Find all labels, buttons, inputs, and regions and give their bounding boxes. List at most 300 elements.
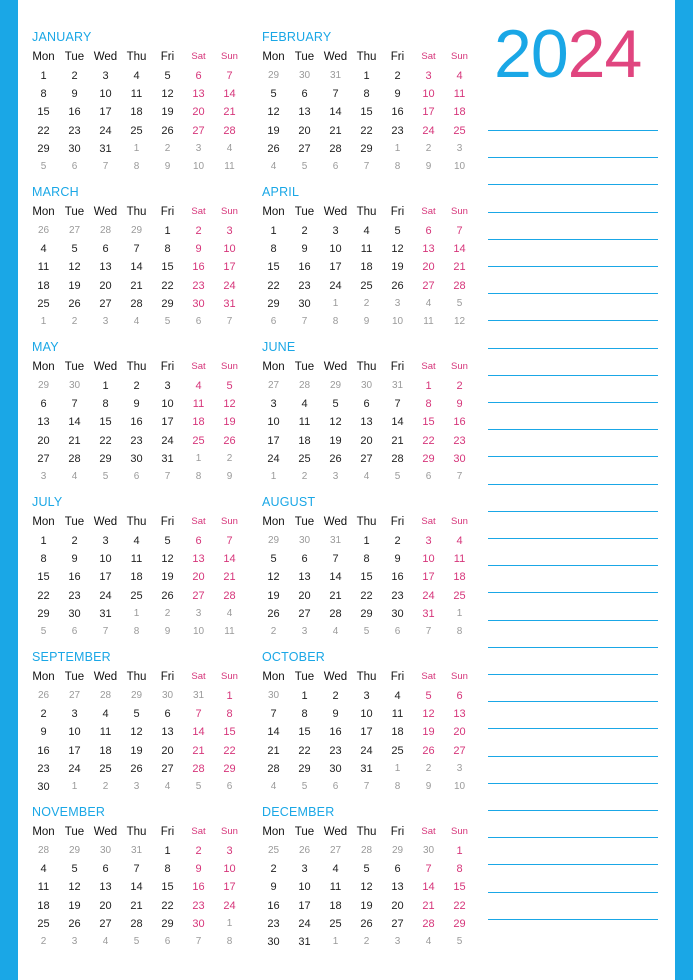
day-cell[interactable]: 12: [391, 243, 404, 256]
day-cell[interactable]: 27: [161, 762, 174, 775]
day-cell[interactable]: 28: [130, 297, 143, 310]
day-cell[interactable]: 9: [133, 398, 140, 411]
day-cell[interactable]: 10: [453, 161, 466, 172]
day-cell[interactable]: 15: [99, 416, 112, 429]
day-cell[interactable]: 7: [195, 708, 202, 721]
day-cell[interactable]: 7: [195, 936, 202, 947]
day-cell[interactable]: 8: [394, 781, 401, 792]
day-cell[interactable]: 28: [37, 845, 50, 856]
day-cell[interactable]: 29: [360, 142, 373, 155]
day-cell[interactable]: 20: [360, 434, 373, 447]
day-cell[interactable]: 1: [270, 471, 277, 482]
day-cell[interactable]: 23: [192, 279, 205, 292]
day-cell[interactable]: 8: [40, 88, 47, 101]
day-cell[interactable]: 3: [102, 535, 109, 547]
day-cell[interactable]: 9: [301, 243, 308, 256]
day-cell[interactable]: 27: [192, 589, 205, 602]
day-cell[interactable]: 27: [267, 380, 280, 391]
day-cell[interactable]: 3: [363, 690, 370, 702]
day-cell[interactable]: 12: [329, 416, 342, 429]
day-cell[interactable]: 1: [363, 535, 370, 547]
day-cell[interactable]: 7: [363, 161, 370, 172]
day-cell[interactable]: 6: [71, 161, 78, 172]
day-cell[interactable]: 12: [130, 726, 143, 739]
day-cell[interactable]: 3: [71, 936, 78, 947]
day-cell[interactable]: 4: [226, 142, 233, 154]
day-cell[interactable]: 1: [456, 845, 463, 857]
day-cell[interactable]: 22: [298, 744, 311, 757]
day-cell[interactable]: 10: [192, 626, 205, 637]
day-cell[interactable]: 1: [301, 690, 308, 702]
day-cell[interactable]: 28: [360, 845, 373, 856]
day-cell[interactable]: 9: [394, 88, 401, 101]
day-cell[interactable]: 9: [164, 161, 171, 172]
note-line[interactable]: [488, 484, 658, 485]
day-cell[interactable]: 26: [391, 279, 404, 292]
day-cell[interactable]: 7: [102, 161, 109, 172]
day-cell[interactable]: 19: [422, 726, 435, 739]
day-cell[interactable]: 13: [360, 416, 373, 429]
day-cell[interactable]: 1: [195, 452, 202, 464]
day-cell[interactable]: 3: [332, 225, 339, 237]
day-cell[interactable]: 2: [456, 380, 463, 392]
day-cell[interactable]: 18: [37, 899, 50, 912]
day-cell[interactable]: 1: [71, 781, 78, 792]
day-cell[interactable]: 31: [223, 297, 236, 310]
day-cell[interactable]: 15: [161, 881, 174, 894]
day-cell[interactable]: 19: [223, 416, 236, 429]
day-cell[interactable]: 3: [456, 142, 463, 154]
day-cell[interactable]: 7: [301, 316, 308, 327]
day-cell[interactable]: 4: [394, 690, 401, 702]
day-cell[interactable]: 4: [425, 936, 432, 947]
day-cell[interactable]: 20: [298, 124, 311, 137]
day-cell[interactable]: 12: [68, 881, 81, 894]
day-cell[interactable]: 28: [298, 380, 311, 391]
day-cell[interactable]: 14: [223, 88, 236, 101]
day-cell[interactable]: 1: [332, 936, 339, 947]
day-cell[interactable]: 23: [329, 744, 342, 757]
day-cell[interactable]: 12: [267, 106, 280, 119]
day-cell[interactable]: 21: [453, 261, 466, 274]
day-cell[interactable]: 20: [37, 434, 50, 447]
day-cell[interactable]: 17: [223, 881, 236, 894]
day-cell[interactable]: 3: [394, 297, 401, 309]
day-cell[interactable]: 13: [161, 726, 174, 739]
day-cell[interactable]: 18: [298, 434, 311, 447]
day-cell[interactable]: 5: [301, 161, 308, 172]
day-cell[interactable]: 2: [270, 626, 277, 637]
day-cell[interactable]: 5: [164, 70, 171, 82]
day-cell[interactable]: 29: [37, 607, 50, 620]
day-cell[interactable]: 17: [329, 261, 342, 274]
day-cell[interactable]: 31: [391, 380, 404, 391]
day-cell[interactable]: 29: [130, 690, 143, 701]
day-cell[interactable]: 8: [332, 316, 339, 327]
day-cell[interactable]: 14: [130, 881, 143, 894]
day-cell[interactable]: 1: [40, 535, 47, 547]
day-cell[interactable]: 9: [456, 398, 463, 411]
note-line[interactable]: [488, 810, 658, 811]
day-cell[interactable]: 27: [68, 690, 81, 701]
day-cell[interactable]: 19: [329, 434, 342, 447]
day-cell[interactable]: 19: [267, 589, 280, 602]
day-cell[interactable]: 12: [68, 261, 81, 274]
day-cell[interactable]: 6: [425, 471, 432, 482]
day-cell[interactable]: 14: [329, 106, 342, 119]
day-cell[interactable]: 30: [360, 380, 373, 391]
day-cell[interactable]: 1: [226, 917, 233, 929]
day-cell[interactable]: 29: [453, 917, 466, 930]
day-cell[interactable]: 14: [68, 416, 81, 429]
day-cell[interactable]: 9: [226, 471, 233, 482]
day-cell[interactable]: 2: [195, 845, 202, 857]
day-cell[interactable]: 12: [360, 881, 373, 894]
day-cell[interactable]: 8: [456, 863, 463, 876]
note-line[interactable]: [488, 837, 658, 838]
day-cell[interactable]: 5: [456, 297, 463, 309]
day-cell[interactable]: 30: [453, 452, 466, 465]
day-cell[interactable]: 14: [329, 571, 342, 584]
day-cell[interactable]: 23: [391, 124, 404, 137]
day-cell[interactable]: 3: [425, 70, 432, 82]
day-cell[interactable]: 28: [130, 917, 143, 930]
day-cell[interactable]: 25: [99, 762, 112, 775]
day-cell[interactable]: 31: [99, 142, 112, 155]
day-cell[interactable]: 19: [161, 106, 174, 119]
day-cell[interactable]: 27: [422, 279, 435, 292]
day-cell[interactable]: 23: [298, 279, 311, 292]
day-cell[interactable]: 14: [391, 416, 404, 429]
day-cell[interactable]: 1: [40, 70, 47, 82]
day-cell[interactable]: 5: [332, 398, 339, 411]
day-cell[interactable]: 5: [363, 626, 370, 637]
note-line[interactable]: [488, 266, 658, 267]
day-cell[interactable]: 24: [422, 589, 435, 602]
day-cell[interactable]: 19: [68, 279, 81, 292]
day-cell[interactable]: 22: [99, 434, 112, 447]
day-cell[interactable]: 18: [192, 416, 205, 429]
day-cell[interactable]: 4: [40, 863, 47, 876]
day-cell[interactable]: 3: [102, 70, 109, 82]
day-cell[interactable]: 1: [332, 297, 339, 309]
day-cell[interactable]: 26: [68, 297, 81, 310]
day-cell[interactable]: 4: [332, 863, 339, 876]
day-cell[interactable]: 20: [391, 899, 404, 912]
day-cell[interactable]: 16: [130, 416, 143, 429]
day-cell[interactable]: 12: [161, 88, 174, 101]
day-cell[interactable]: 22: [360, 589, 373, 602]
day-cell[interactable]: 3: [133, 781, 140, 792]
day-cell[interactable]: 6: [40, 398, 47, 411]
day-cell[interactable]: 16: [68, 571, 81, 584]
day-cell[interactable]: 1: [40, 316, 47, 327]
day-cell[interactable]: 11: [360, 243, 373, 256]
day-cell[interactable]: 12: [161, 553, 174, 566]
day-cell[interactable]: 6: [456, 690, 463, 702]
day-cell[interactable]: 4: [133, 535, 140, 547]
day-cell[interactable]: 6: [363, 398, 370, 411]
day-cell[interactable]: 23: [192, 899, 205, 912]
day-cell[interactable]: 2: [71, 535, 78, 547]
day-cell[interactable]: 19: [68, 899, 81, 912]
day-cell[interactable]: 22: [360, 124, 373, 137]
day-cell[interactable]: 14: [130, 261, 143, 274]
day-cell[interactable]: 9: [71, 553, 78, 566]
day-cell[interactable]: 15: [360, 571, 373, 584]
day-cell[interactable]: 21: [130, 279, 143, 292]
day-cell[interactable]: 6: [133, 471, 140, 482]
day-cell[interactable]: 18: [453, 106, 466, 119]
day-cell[interactable]: 5: [195, 781, 202, 792]
day-cell[interactable]: 5: [164, 535, 171, 547]
day-cell[interactable]: 9: [195, 243, 202, 256]
day-cell[interactable]: 29: [329, 380, 342, 391]
day-cell[interactable]: 9: [71, 88, 78, 101]
day-cell[interactable]: 17: [360, 726, 373, 739]
day-cell[interactable]: 16: [329, 726, 342, 739]
day-cell[interactable]: 10: [329, 243, 342, 256]
day-cell[interactable]: 11: [37, 881, 50, 894]
day-cell[interactable]: 5: [71, 863, 78, 876]
note-line[interactable]: [488, 592, 658, 593]
day-cell[interactable]: 26: [360, 917, 373, 930]
day-cell[interactable]: 19: [360, 899, 373, 912]
day-cell[interactable]: 29: [267, 535, 280, 546]
day-cell[interactable]: 1: [425, 380, 432, 392]
day-cell[interactable]: 15: [298, 726, 311, 739]
day-cell[interactable]: 2: [226, 452, 233, 464]
day-cell[interactable]: 8: [363, 88, 370, 101]
day-cell[interactable]: 3: [71, 708, 78, 721]
day-cell[interactable]: 18: [37, 279, 50, 292]
day-cell[interactable]: 18: [360, 261, 373, 274]
day-cell[interactable]: 11: [130, 88, 143, 101]
day-cell[interactable]: 21: [68, 434, 81, 447]
day-cell[interactable]: 3: [164, 380, 171, 392]
day-cell[interactable]: 2: [102, 781, 109, 792]
day-cell[interactable]: 2: [40, 936, 47, 947]
day-cell[interactable]: 13: [192, 88, 205, 101]
day-cell[interactable]: 19: [161, 571, 174, 584]
day-cell[interactable]: 6: [394, 626, 401, 637]
day-cell[interactable]: 18: [130, 571, 143, 584]
day-cell[interactable]: 23: [391, 589, 404, 602]
day-cell[interactable]: 2: [332, 690, 339, 702]
note-line[interactable]: [488, 402, 658, 403]
day-cell[interactable]: 31: [329, 70, 342, 81]
day-cell[interactable]: 19: [130, 744, 143, 757]
day-cell[interactable]: 9: [363, 316, 370, 327]
note-line[interactable]: [488, 511, 658, 512]
day-cell[interactable]: 30: [422, 845, 435, 856]
day-cell[interactable]: 8: [394, 161, 401, 172]
day-cell[interactable]: 5: [164, 316, 171, 327]
day-cell[interactable]: 26: [223, 434, 236, 447]
day-cell[interactable]: 21: [329, 589, 342, 602]
day-cell[interactable]: 26: [161, 589, 174, 602]
day-cell[interactable]: 27: [453, 744, 466, 757]
day-cell[interactable]: 7: [164, 471, 171, 482]
day-cell[interactable]: 30: [192, 297, 205, 310]
day-cell[interactable]: 6: [332, 781, 339, 792]
day-cell[interactable]: 13: [99, 881, 112, 894]
day-cell[interactable]: 25: [37, 297, 50, 310]
day-cell[interactable]: 7: [226, 70, 233, 82]
day-cell[interactable]: 20: [99, 279, 112, 292]
day-cell[interactable]: 30: [391, 607, 404, 620]
note-line[interactable]: [488, 239, 658, 240]
day-cell[interactable]: 11: [99, 726, 112, 739]
day-cell[interactable]: 4: [301, 398, 308, 411]
day-cell[interactable]: 2: [40, 708, 47, 721]
day-cell[interactable]: 28: [99, 690, 112, 701]
day-cell[interactable]: 22: [453, 899, 466, 912]
day-cell[interactable]: 2: [301, 225, 308, 237]
day-cell[interactable]: 29: [360, 607, 373, 620]
day-cell[interactable]: 8: [164, 243, 171, 256]
day-cell[interactable]: 8: [133, 161, 140, 172]
day-cell[interactable]: 5: [133, 708, 140, 721]
day-cell[interactable]: 5: [270, 553, 277, 566]
day-cell[interactable]: 24: [99, 589, 112, 602]
day-cell[interactable]: 28: [391, 452, 404, 465]
day-cell[interactable]: 19: [267, 124, 280, 137]
day-cell[interactable]: 22: [223, 744, 236, 757]
day-cell[interactable]: 9: [394, 553, 401, 566]
day-cell[interactable]: 25: [130, 589, 143, 602]
day-cell[interactable]: 26: [267, 142, 280, 155]
day-cell[interactable]: 31: [329, 535, 342, 546]
day-cell[interactable]: 30: [298, 535, 311, 546]
day-cell[interactable]: 27: [360, 452, 373, 465]
day-cell[interactable]: 2: [394, 70, 401, 82]
day-cell[interactable]: 26: [130, 762, 143, 775]
day-cell[interactable]: 23: [267, 917, 280, 930]
note-line[interactable]: [488, 212, 658, 213]
note-line[interactable]: [488, 348, 658, 349]
day-cell[interactable]: 1: [456, 607, 463, 619]
day-cell[interactable]: 4: [332, 626, 339, 637]
day-cell[interactable]: 20: [161, 744, 174, 757]
day-cell[interactable]: 2: [301, 471, 308, 482]
day-cell[interactable]: 24: [422, 124, 435, 137]
day-cell[interactable]: 11: [37, 261, 50, 274]
day-cell[interactable]: 31: [360, 762, 373, 775]
day-cell[interactable]: 14: [267, 726, 280, 739]
day-cell[interactable]: 10: [223, 243, 236, 256]
day-cell[interactable]: 28: [223, 589, 236, 602]
day-cell[interactable]: 20: [192, 571, 205, 584]
day-cell[interactable]: 3: [102, 316, 109, 327]
day-cell[interactable]: 24: [223, 279, 236, 292]
day-cell[interactable]: 3: [301, 626, 308, 637]
day-cell[interactable]: 3: [425, 535, 432, 547]
day-cell[interactable]: 23: [68, 589, 81, 602]
day-cell[interactable]: 24: [267, 452, 280, 465]
day-cell[interactable]: 29: [267, 297, 280, 310]
day-cell[interactable]: 5: [226, 380, 233, 392]
day-cell[interactable]: 7: [71, 398, 78, 411]
day-cell[interactable]: 16: [391, 571, 404, 584]
day-cell[interactable]: 9: [164, 626, 171, 637]
day-cell[interactable]: 8: [40, 553, 47, 566]
day-cell[interactable]: 1: [394, 142, 401, 154]
day-cell[interactable]: 5: [394, 225, 401, 237]
day-cell[interactable]: 13: [298, 106, 311, 119]
day-cell[interactable]: 16: [192, 881, 205, 894]
day-cell[interactable]: 28: [68, 452, 81, 465]
day-cell[interactable]: 7: [394, 398, 401, 411]
day-cell[interactable]: 31: [161, 452, 174, 465]
day-cell[interactable]: 14: [453, 243, 466, 256]
day-cell[interactable]: 4: [195, 380, 202, 392]
day-cell[interactable]: 22: [267, 279, 280, 292]
day-cell[interactable]: 2: [425, 762, 432, 774]
day-cell[interactable]: 3: [226, 225, 233, 237]
day-cell[interactable]: 28: [267, 762, 280, 775]
day-cell[interactable]: 4: [102, 936, 109, 947]
day-cell[interactable]: 6: [394, 863, 401, 876]
day-cell[interactable]: 23: [37, 762, 50, 775]
day-cell[interactable]: 11: [192, 398, 205, 411]
day-cell[interactable]: 1: [270, 225, 277, 237]
day-cell[interactable]: 4: [425, 297, 432, 309]
day-cell[interactable]: 2: [164, 142, 171, 154]
note-line[interactable]: [488, 320, 658, 321]
day-cell[interactable]: 10: [267, 416, 280, 429]
day-cell[interactable]: 16: [267, 899, 280, 912]
day-cell[interactable]: 2: [363, 297, 370, 309]
day-cell[interactable]: 21: [223, 571, 236, 584]
day-cell[interactable]: 25: [130, 124, 143, 137]
day-cell[interactable]: 20: [422, 261, 435, 274]
note-line[interactable]: [488, 701, 658, 702]
day-cell[interactable]: 25: [267, 845, 280, 856]
day-cell[interactable]: 13: [99, 261, 112, 274]
note-line[interactable]: [488, 130, 658, 131]
day-cell[interactable]: 23: [130, 434, 143, 447]
day-cell[interactable]: 10: [99, 88, 112, 101]
day-cell[interactable]: 11: [423, 316, 434, 327]
day-cell[interactable]: 22: [37, 589, 50, 602]
note-line[interactable]: [488, 674, 658, 675]
day-cell[interactable]: 16: [192, 261, 205, 274]
day-cell[interactable]: 2: [164, 607, 171, 619]
day-cell[interactable]: 25: [37, 917, 50, 930]
day-cell[interactable]: 4: [102, 708, 109, 721]
day-cell[interactable]: 12: [422, 708, 435, 721]
day-cell[interactable]: 4: [133, 316, 140, 327]
note-line[interactable]: [488, 864, 658, 865]
day-cell[interactable]: 19: [391, 261, 404, 274]
day-cell[interactable]: 8: [270, 243, 277, 256]
day-cell[interactable]: 4: [456, 535, 463, 547]
day-cell[interactable]: 25: [192, 434, 205, 447]
day-cell[interactable]: 2: [71, 316, 78, 327]
day-cell[interactable]: 10: [223, 863, 236, 876]
day-cell[interactable]: 10: [68, 726, 81, 739]
note-line[interactable]: [488, 620, 658, 621]
day-cell[interactable]: 24: [161, 434, 174, 447]
day-cell[interactable]: 3: [301, 863, 308, 876]
day-cell[interactable]: 30: [267, 690, 280, 701]
day-cell[interactable]: 8: [133, 626, 140, 637]
day-cell[interactable]: 7: [425, 863, 432, 876]
day-cell[interactable]: 28: [99, 225, 112, 236]
day-cell[interactable]: 26: [37, 690, 50, 701]
day-cell[interactable]: 25: [360, 279, 373, 292]
